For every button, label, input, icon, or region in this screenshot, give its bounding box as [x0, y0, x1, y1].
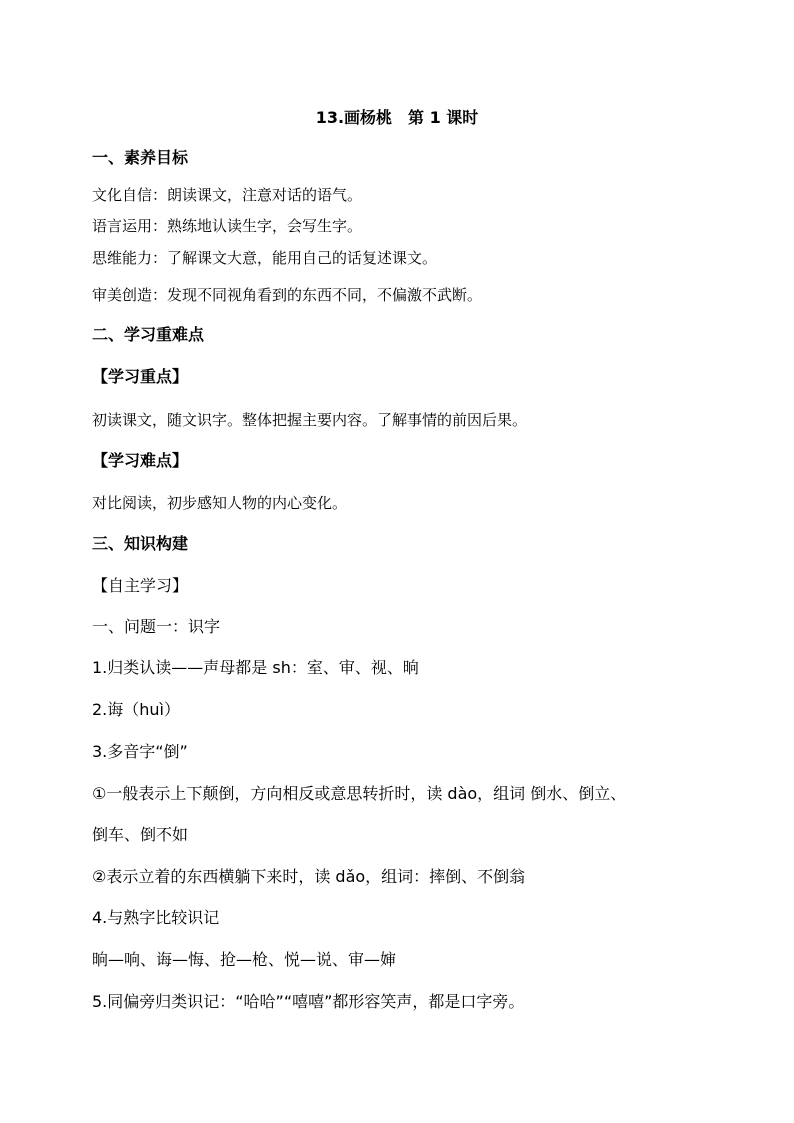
page-title: 13.画杨桃 第 1 课时	[315, 108, 479, 127]
content-line: 4.与熟字比较识记	[92, 908, 220, 927]
goal-item-thinking: 思维能力：了解课文大意，能用自己的话复述课文。	[92, 249, 438, 267]
goal-item-aesthetic: 审美创造：发现不同视角看到的东西不同，不偏激不武断。	[92, 286, 483, 304]
difficulty-label: 【学习难点】	[92, 451, 189, 470]
content-line: 3.多音字“倒”	[92, 742, 188, 761]
difficulty-text: 对比阅读，初步感知人物的内心变化。	[92, 494, 348, 512]
content-line: ①一般表示上下颠倒，方向相反或意思转折时，读 dào，组词 倒水、倒立、	[92, 784, 627, 803]
key-point-text: 初读课文，随文识字。整体把握主要内容。了解事情的前因后果。	[92, 411, 528, 429]
self-study-label: 【自主学习】	[92, 576, 189, 595]
section-heading-goals: 一、素养目标	[92, 148, 189, 167]
content-line: ②表示立着的东西横躺下来时，读 dǎo，组词：摔倒、不倒翁	[92, 867, 526, 886]
content-line: 1.归类认读——声母都是 sh：室、审、视、晌	[92, 658, 419, 677]
content-line: 5.同偏旁归类识记：“哈哈”“嘻嘻”都形容笑声，都是口字旁。	[92, 992, 525, 1011]
key-point-label: 【学习重点】	[92, 367, 189, 386]
question-one-label: 一、问题一：识字	[92, 617, 221, 636]
section-heading-knowledge: 三、知识构建	[92, 534, 189, 553]
content-line: 2.诲（huì）	[92, 700, 180, 719]
goal-item-culture: 文化自信：朗读课文，注意对话的语气。	[92, 186, 363, 204]
content-line: 晌—响、诲—悔、抢—枪、悦—说、审—婶	[92, 950, 397, 969]
goal-item-language: 语言运用：熟练地认读生字，会写生字。	[92, 217, 363, 235]
content-line: 倒车、倒不如	[92, 825, 189, 844]
section-heading-key-points: 二、学习重难点	[92, 325, 205, 344]
